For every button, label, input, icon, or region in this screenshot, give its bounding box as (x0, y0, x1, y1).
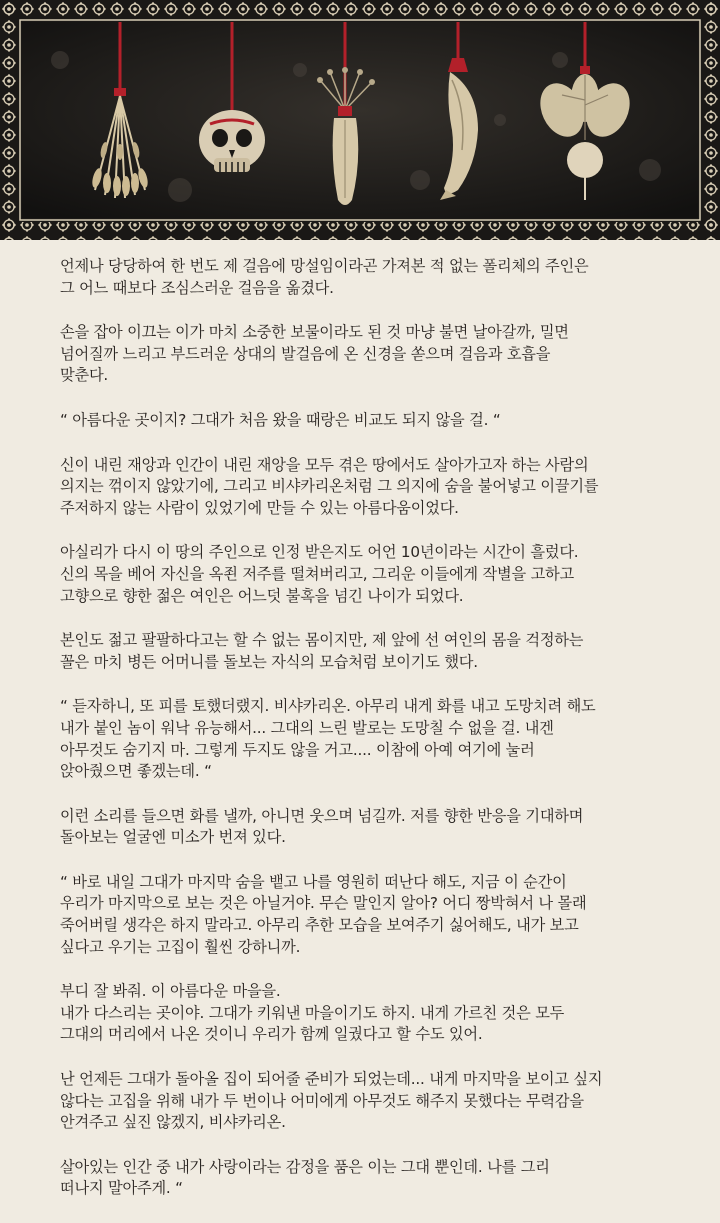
dialogue-paragraph: “ 바로 내일 그대가 마지막 숨을 뱉고 나를 영원히 떠난다 해도, 지금 이 순간이 우리가 마지막으로 보는 것은 아닐거야. 무슨 말인지 알아? 어디 짱박혀서 나 몰래 죽어버릴 생각은 하지 말라고. 아무리 추한 모습을 보여주기 싫어해도, 내가 보고 싶다고 우기는 고집이 훨씬 강하니까. (60, 872, 587, 956)
paragraph: 본인도 젊고 팔팔하다고는 할 수 없는 몸이지만, 제 앞에 선 여인의 몸을 걱정하는 꼴은 마치 병든 어머니를 돌보는 자식의 모습처럼 보이기도 했다. (60, 631, 584, 671)
paragraph: 손을 잡아 이끄는 이가 마치 소중한 보물이라도 된 것 마냥 불면 날아갈까, 밀면 넘어질까 느리고 부드러운 상대의 발걸음에 온 신경을 쏟으며 걸음과 호흡을 맞춘다. (60, 323, 569, 385)
dialogue-paragraph: 부디 잘 봐줘. 이 아름다운 마을을. 내가 다스리는 곳이야. 그대가 키워낸 마을이기도 하지. 내게 가르친 것은 모두 그대의 머리에서 나온 것이니 우리가 함께 일궜다고 할 수도 있어. (60, 982, 565, 1044)
paragraph: 이런 소리를 들으면 화를 낼까, 아니면 웃으며 넘길까. 저를 향한 반응을 기대하며 돌아보는 얼굴엔 미소가 번져 있다. (60, 806, 584, 847)
dialogue-paragraph: “ 듣자하니, 또 피를 토했더랬지. 비샤카리온. 아무리 내게 화를 내고 도망치려 해도 내가 붙인 놈이 워낙 유능해서... 그대의 느린 발로는 도망칠 수 없을 걸. 내겐 아무것도 숨기지 마. 그렇게 두지도 않을 거고.... 이참에 아예 여기에 눌러 앉아줬으면 좋겠는데. “ (60, 697, 596, 781)
dialogue-paragraph: “ 아름다운 곳이지? 그대가 처음 왔을 때랑은 비교도 되지 않을 걸. “ (60, 410, 501, 429)
dialogue-paragraph: 살아있는 인간 중 내가 사랑이라는 감정을 품은 이는 그대 뿐인데. 나를 그리 떠나지 말아주게. “ (60, 1157, 550, 1198)
paragraph: 언제나 당당하여 한 번도 제 걸음에 망설임이라곤 가져본 적 없는 폴리체의 주인은 그 어느 때보다 조심스러운 걸음을 옮겼다. (60, 257, 589, 297)
dialogue-paragraph: 난 언제든 그대가 돌아올 집이 되어줄 준비가 되었는데... 내게 마지막을 보이고 싶지 않다는 고집을 위해 내가 두 번이나 어미에게 아무것도 해주지 못했다는 무력감을 안겨주고 싶진 않겠지, 비샤카리온. (60, 1070, 603, 1132)
paragraph: 신이 내린 재앙과 인간이 내린 재앙을 모두 겪은 땅에서도 살아가고자 하는 사람의 의지는 꺾이지 않았기에, 그리고 비샤카리온처럼 그 의지에 숨을 불어넣고 이끌기를 주저하지 않는 사람이 있었기에 만들 수 있는 아름다움이었다. (60, 455, 599, 517)
paragraph: 아실리가 다시 이 땅의 주인으로 인정 받은지도 어언 10년이라는 시간이 흘렀다. 신의 목을 베어 자신을 옥죈 저주를 떨쳐버리고, 그리운 이들에게 작별을 고하고 고향으로 향한 젊은 여인은 어느덧 불혹을 넘긴 나이가 되었다. (60, 543, 579, 605)
story-text (60, 256, 660, 1223)
banner-illustration (0, 0, 720, 240)
header-banner (0, 0, 720, 240)
